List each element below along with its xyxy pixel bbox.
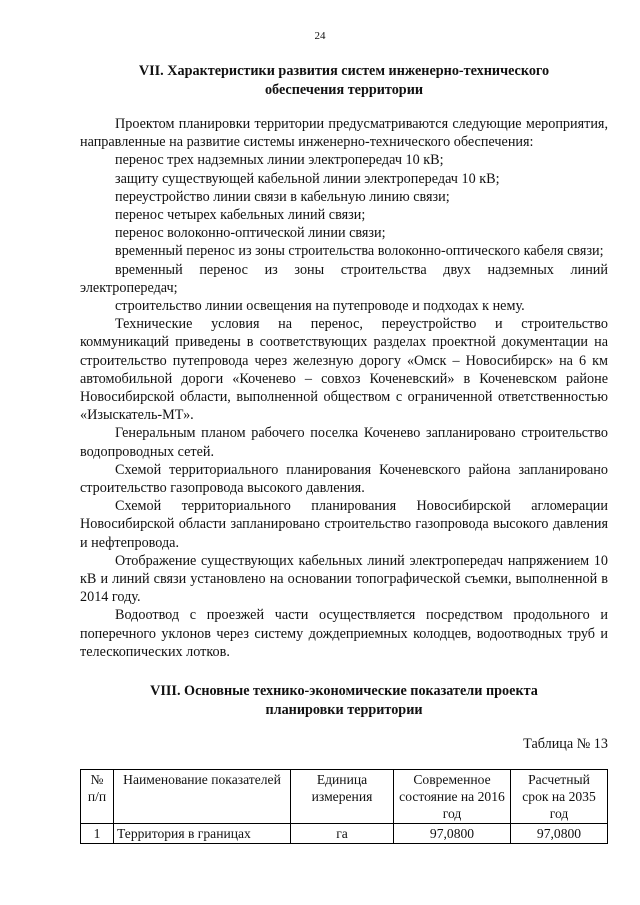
section-7-title-line-1: VII. Характеристики развития систем инженерно-технического xyxy=(138,63,550,79)
body-paragraph: защиту существующей кабельной линии электропередач 10 кВ; xyxy=(115,170,500,187)
section-7-title xyxy=(80,62,608,100)
table-row xyxy=(81,824,608,844)
table-cell: 1 xyxy=(81,824,114,844)
body-paragraph: временный перенос из зоны строительства волоконно-оптического кабеля связи; xyxy=(115,243,604,260)
indicators-table xyxy=(80,769,608,844)
section-7-title-line-2: обеспечения территории xyxy=(264,82,424,98)
header-indicator-name: Наименование показателей xyxy=(114,770,291,824)
section-7-body xyxy=(80,115,608,661)
header-target-2035: Расчетный срок на 2035 год xyxy=(511,770,608,824)
body-paragraph: Водоотвод с проезжей части осуществляется посредством продольного и поперечного уклонов через систему дождеприемных колодцев, водоотводных труб и телескопических лотков. xyxy=(80,607,608,660)
body-paragraph: Отображение существующих кабельных линий электропередач напряжением 10 кВ и линий связи установлено на основании топографической съемки, выполненной в 2014 году. xyxy=(80,552,608,606)
body-paragraph: перенос четырех кабельных линий связи; xyxy=(115,207,366,224)
table-cell: га xyxy=(291,824,394,844)
body-paragraph: перенос трех надземных линии электропередач 10 кВ; xyxy=(115,152,444,169)
table-cell: 97,0800 xyxy=(511,824,608,844)
section-8-title xyxy=(80,682,608,720)
section-8-title-line-2: планировки территории xyxy=(265,702,423,718)
header-current-2016: Современное состояние на 2016 год xyxy=(394,770,511,824)
body-paragraph: Схемой территориального планирования Новосибирской агломерации Новосибирской области запланировано строительство газопровода высокого давления и нефтепровода. xyxy=(80,498,608,551)
body-paragraph: Технические условия на перенос, переустройство и строительство коммуникаций приведены в соответствующих разделах проектной документации на строительство путепровода через железную дорогу «Омск – Новосибирск» на 6 км автомобильной дороги «Коченево – совхоз Коченевский» в Коченевском районе Новосибирской области, выполненной обществом с ограниченной ответственностью «Изыскатель-МТ». xyxy=(80,316,608,424)
body-paragraph: Схемой территориального планирования Коченевского района запланировано строительство газопровода высокого давления. xyxy=(80,461,608,497)
body-paragraph: переустройство линии связи в кабельную линию связи; xyxy=(115,188,450,205)
section-8-title-line-1: VIII. Основные технико-экономические показатели проекта xyxy=(150,683,538,699)
body-paragraph: перенос волоконно-оптической линии связи; xyxy=(115,225,386,242)
page-number: 24 xyxy=(314,30,326,42)
body-paragraph: временный перенос из зоны строительства двух надземных линий электропередач; xyxy=(80,261,608,296)
body-paragraph: строительство линии освещения на путепроводе и подходах к нему. xyxy=(115,298,525,315)
header-unit: Единица измерения xyxy=(291,770,394,824)
body-paragraph: Проектом планировки территории предусматриваются следующие мероприятия, направленные на развитие системы инженерно-технического обеспечения: xyxy=(80,116,608,151)
table-header-row xyxy=(81,770,608,824)
table-cell: 97,0800 xyxy=(394,824,511,844)
table-caption: Таблица № 13 xyxy=(523,736,608,752)
table-cell: Территория в границах xyxy=(114,824,291,844)
header-number: № п/п xyxy=(81,770,114,824)
body-paragraph: Генеральным планом рабочего поселка Коченево запланировано строительство водопроводных сетей. xyxy=(80,425,608,460)
